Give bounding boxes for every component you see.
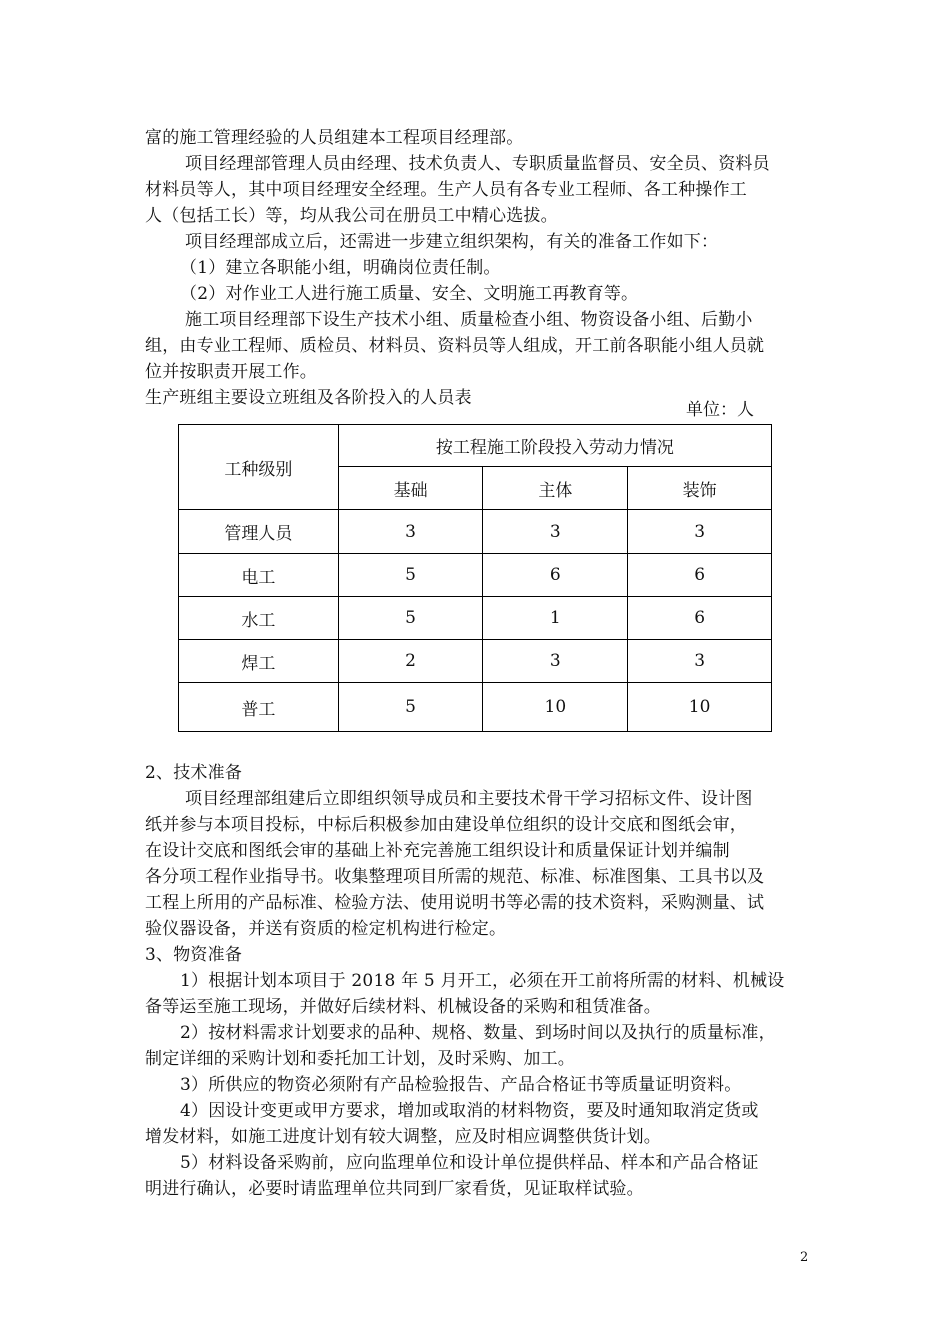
cell-value: 5 bbox=[338, 683, 483, 732]
table-row bbox=[179, 510, 772, 554]
section-heading: 2、技术准备 bbox=[145, 763, 243, 783]
text-line: 2）按材料需求计划要求的品种、规格、数量、到场时间以及执行的质量标准， bbox=[180, 1023, 776, 1043]
cell-value: 3 bbox=[483, 510, 628, 554]
cell-value: 6 bbox=[483, 554, 628, 597]
text-line: 项目经理部组建后立即组织领导成员和主要技术骨干学习招标文件、设计图 bbox=[185, 789, 753, 809]
text-line: 材料员等人，其中项目经理安全经理。生产人员有各专业工程师、各工种操作工 bbox=[145, 180, 747, 200]
cell-value: 3 bbox=[338, 510, 483, 554]
table-header-row bbox=[179, 425, 772, 467]
text-line: 增发材料，如施工进度计划有较大调整，应及时相应调整供货计划。 bbox=[145, 1127, 661, 1147]
trade-name: 电工 bbox=[179, 554, 339, 597]
column-header-trade: 工种级别 bbox=[179, 425, 339, 510]
trade-name: 焊工 bbox=[179, 640, 339, 683]
text-line: 施工项目经理部下设生产技术小组、质量检查小组、物资设备小组、后勤小 bbox=[185, 310, 753, 330]
text-line: 富的施工管理经验的人员组建本工程项目经理部。 bbox=[145, 128, 524, 148]
text-line: （1）建立各职能小组，明确岗位责任制。 bbox=[180, 258, 501, 278]
text-line: 备等运至施工现场，并做好后续材料、机械设备的采购和租赁准备。 bbox=[145, 997, 661, 1017]
stage-header: 主体 bbox=[483, 467, 628, 510]
text-line: 组，由专业工程师、质检员、材料员、资料员等人组成，开工前各职能小组人员就 bbox=[145, 336, 765, 356]
text-line: 制定详细的采购计划和委托加工计划，及时采购、加工。 bbox=[145, 1049, 575, 1069]
text-line: 明进行确认，必要时请监理单位共同到厂家看货，见证取样试验。 bbox=[145, 1179, 644, 1199]
text-line: 4）因设计变更或甲方要求，增加或取消的材料物资，要及时通知取消定货或 bbox=[180, 1101, 759, 1121]
cell-value: 5 bbox=[338, 597, 483, 640]
text-line: 3）所供应的物资必须附有产品检验报告、产品合格证书等质量证明资料。 bbox=[180, 1075, 742, 1095]
cell-value: 10 bbox=[483, 683, 628, 732]
cell-value: 1 bbox=[483, 597, 628, 640]
cell-value: 3 bbox=[628, 640, 772, 683]
trade-name: 普工 bbox=[179, 683, 339, 732]
trade-name: 管理人员 bbox=[179, 510, 339, 554]
cell-value: 6 bbox=[628, 554, 772, 597]
table-row bbox=[179, 640, 772, 683]
cell-value: 3 bbox=[628, 510, 772, 554]
stage-header: 装饰 bbox=[628, 467, 772, 510]
trade-name: 水工 bbox=[179, 597, 339, 640]
cell-value: 2 bbox=[338, 640, 483, 683]
text-line: 项目经理部成立后，还需进一步建立组织架构，有关的准备工作如下： bbox=[185, 232, 719, 252]
text-line: 验仪器设备，并送有资质的检定机构进行检定。 bbox=[145, 919, 507, 939]
text-line: 工程上所用的产品标准、检验方法、使用说明书等必需的技术资料，采购测量、试 bbox=[145, 893, 765, 913]
table-caption: 生产班组主要设立班组及各阶投入的人员表 bbox=[145, 388, 472, 408]
text-line: 各分项工程作业指导书。收集整理项目所需的规范、标准、标准图集、工具书以及 bbox=[145, 867, 765, 887]
page-number: 2 bbox=[800, 1250, 809, 1265]
text-line: 位并按职责开展工作。 bbox=[145, 362, 317, 382]
table-row bbox=[179, 554, 772, 597]
staff-table bbox=[178, 424, 772, 732]
text-line: 5）材料设备采购前，应向监理单位和设计单位提供样品、样本和产品合格证 bbox=[180, 1153, 759, 1173]
text-line: 纸并参与本项目投标，中标后积极参加由建设单位组织的设计交底和图纸会审， bbox=[145, 815, 747, 835]
table-row bbox=[179, 683, 772, 732]
cell-value: 3 bbox=[483, 640, 628, 683]
text-line: 人（包括工长）等，均从我公司在册员工中精心选拔。 bbox=[145, 206, 558, 226]
group-header: 按工程施工阶段投入劳动力情况 bbox=[338, 425, 771, 467]
table-row bbox=[179, 597, 772, 640]
cell-value: 10 bbox=[628, 683, 772, 732]
text-line: （2）对作业工人进行施工质量、安全、文明施工再教育等。 bbox=[180, 284, 639, 304]
cell-value: 6 bbox=[628, 597, 772, 640]
section-heading: 3、物资准备 bbox=[145, 945, 243, 965]
text-line: 1）根据计划本项目于 2018 年 5 月开工，必须在开工前将所需的材料、机械设 bbox=[180, 971, 785, 991]
unit-label: 单位：人 bbox=[686, 400, 754, 420]
text-line: 在设计交底和图纸会审的基础上补充完善施工组织设计和质量保证计划并编制 bbox=[145, 841, 730, 861]
text-line: 项目经理部管理人员由经理、技术负责人、专职质量监督员、安全员、资料员 bbox=[185, 154, 770, 174]
stage-header: 基础 bbox=[338, 467, 483, 510]
cell-value: 5 bbox=[338, 554, 483, 597]
